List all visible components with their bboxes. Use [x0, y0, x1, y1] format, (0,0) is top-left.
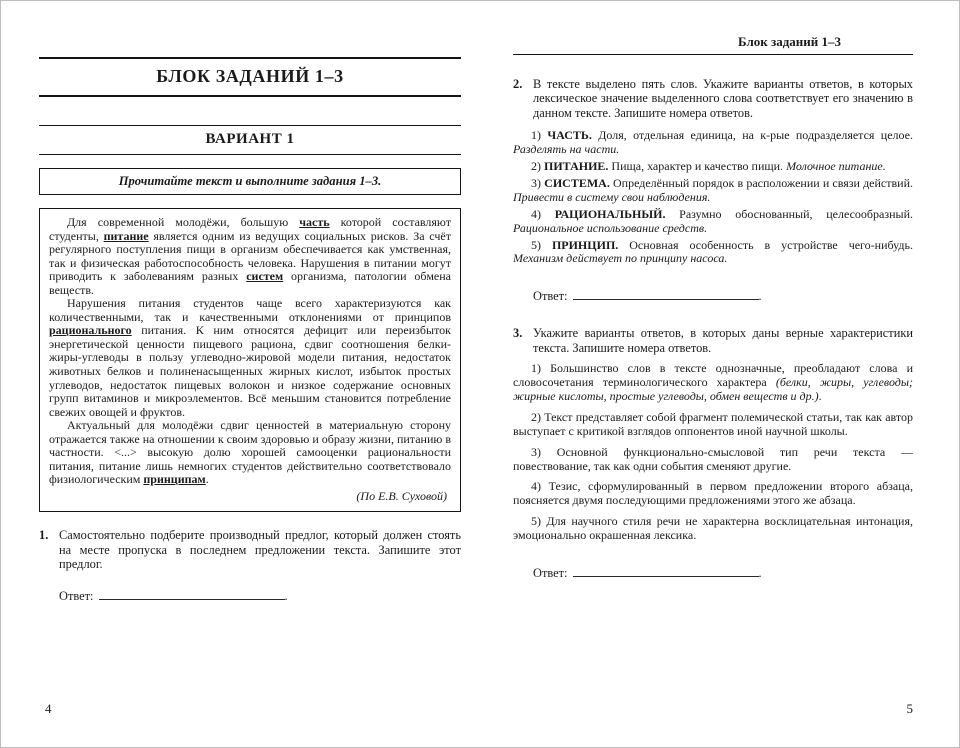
- variant-header: [39, 125, 461, 155]
- block-title: БЛОК ЗАДАНИЙ 1–3: [156, 66, 344, 86]
- answer-option-1: 1) Большинство слов в тексте однозначные, преобладают слова и словосочетания терминологического характера (белки, жиры, углеводы; жирные кислоты, простые углеводы, обмен веществ и др.).: [513, 361, 913, 403]
- answer-period: .: [758, 566, 762, 581]
- answer-period: .: [284, 588, 288, 603]
- task-1: [39, 528, 461, 571]
- task-2-definitions: [513, 129, 913, 266]
- page-number-left: 4: [45, 701, 52, 716]
- answer-option-3: 3) Основной функционально-смысловой тип речи текста — повествование, так как одни события сменяют другие.: [513, 444, 913, 473]
- page-number-right: 5: [906, 701, 913, 716]
- answer-blank: [99, 588, 285, 600]
- variant-title: ВАРИАНТ 1: [205, 131, 295, 147]
- task-3-intro: Укажите варианты ответов, в которых даны верные характеристики текста. Запишите номера ответов.: [533, 326, 913, 355]
- answer-label: Ответ:: [533, 566, 568, 581]
- word-definition-1: 1) ЧАСТЬ. Доля, отдельная единица, на к-рые подразделяется целое. Разделять на части.: [513, 128, 913, 157]
- word-definition-3: 3) СИСТЕМА. Определённый порядок в расположении и связи действий. Привести в систему свои наблюдения.: [513, 175, 913, 204]
- answer-blank: [573, 288, 759, 300]
- answer-period: .: [758, 289, 762, 304]
- answer-option-4: 4) Тезис, сформулированный в первом предложении второго абзаца, поясняется двумя последующими предложениями этого же абзаца.: [513, 479, 913, 508]
- page-right: [513, 1, 913, 748]
- answer-line-task1: [59, 588, 461, 604]
- task-2: [513, 77, 913, 120]
- answer-line-task3: [533, 565, 913, 581]
- text-paragraph-2: Нарушения питания студентов чаще всего характеризуются как количественными, так и качественными отклонениями от принципов рационального питания. К ним относятся дефицит или переизбыток энергетической ценности пищевого рациона, сдвиг соотношения белки-жиры-углеводы в пользу углеводно-жировой модели питания, недостаток животных белков и полиненасыщенных жирных кислот, избыток простых углеводов, недостаток пищевых волокон и низкое содержание основных групп витаминов и микроэлементов. Всё меньшим становится потребление свежих овощей и фруктов.: [49, 296, 451, 419]
- page-left: [39, 1, 461, 748]
- reading-text-box: [39, 208, 461, 512]
- answer-blank: [573, 565, 759, 577]
- task-3-number: 3.: [513, 326, 523, 341]
- task-2-intro: В тексте выделено пять слов. Укажите варианты ответов, в которых лексическое значение выделенного слова соответствует его значению в данном тексте. Запишите номера ответов.: [533, 77, 913, 120]
- task-1-text: Самостоятельно подберите производный предлог, который должен стоять на месте пропуска в последнем предложении текста. Запишите этот предлог.: [59, 528, 461, 572]
- task-2-number: 2.: [513, 77, 523, 91]
- task-3: [513, 326, 913, 355]
- block-header: [39, 57, 461, 97]
- answer-option-5: 5) Для научного стиля речи не характерна восклицательная интонация, эмоционально окрашенная лексика.: [513, 514, 913, 543]
- running-head: Блок заданий 1–3: [738, 34, 841, 49]
- text-attribution: (По Е.В. Суховой): [356, 488, 447, 503]
- answer-label: Ответ:: [533, 289, 568, 304]
- instruction-text: Прочитайте текст и выполните задания 1–3.: [118, 174, 382, 188]
- running-head-rule: [513, 54, 913, 55]
- answer-label: Ответ:: [59, 588, 94, 603]
- word-definition-2: 2) ПИТАНИЕ. Пища, характер и качество пищи. Молочное питание.: [531, 158, 886, 173]
- instruction-box: [39, 168, 461, 195]
- answer-line-task2: [533, 288, 913, 304]
- word-definition-5: 5) ПРИНЦИП. Основная особенность в устройстве чего-нибудь. Механизм действует по принципу насоса.: [513, 237, 913, 266]
- word-definition-4: 4) РАЦИОНАЛЬНЫЙ. Разумно обоснованный, целесообразный. Рациональное использование средств.: [513, 206, 913, 235]
- text-paragraph-1: Для современной молодёжи, большую часть которой составляют студенты, питание является одним из ведущих социальных рисков. За счёт регулярного поступления пищи в организм обеспечивается как умственная, так и физическая работоспособность человека. Нарушения в питании могут приводить к заболеваниям разных систем организма, патологии обмена веществ.: [49, 215, 452, 297]
- answer-option-2: 2) Текст представляет собой фрагмент полемической статьи, так как автор выступает с критикой взглядов оппонентов иной научной школы.: [513, 409, 913, 438]
- text-paragraph-3: Актуальный для молодёжи сдвиг ценностей в материальную сторону отражается также на отношении к своим здоровью и образу жизни, питанию в частности. <...> высокую долю хорошей самооценки рациональности питания, питание лишь немногих студентов действительно соответствовало физиологическим принципам.: [49, 418, 451, 487]
- task-1-number: 1.: [39, 528, 49, 543]
- task-3-options: [513, 362, 913, 543]
